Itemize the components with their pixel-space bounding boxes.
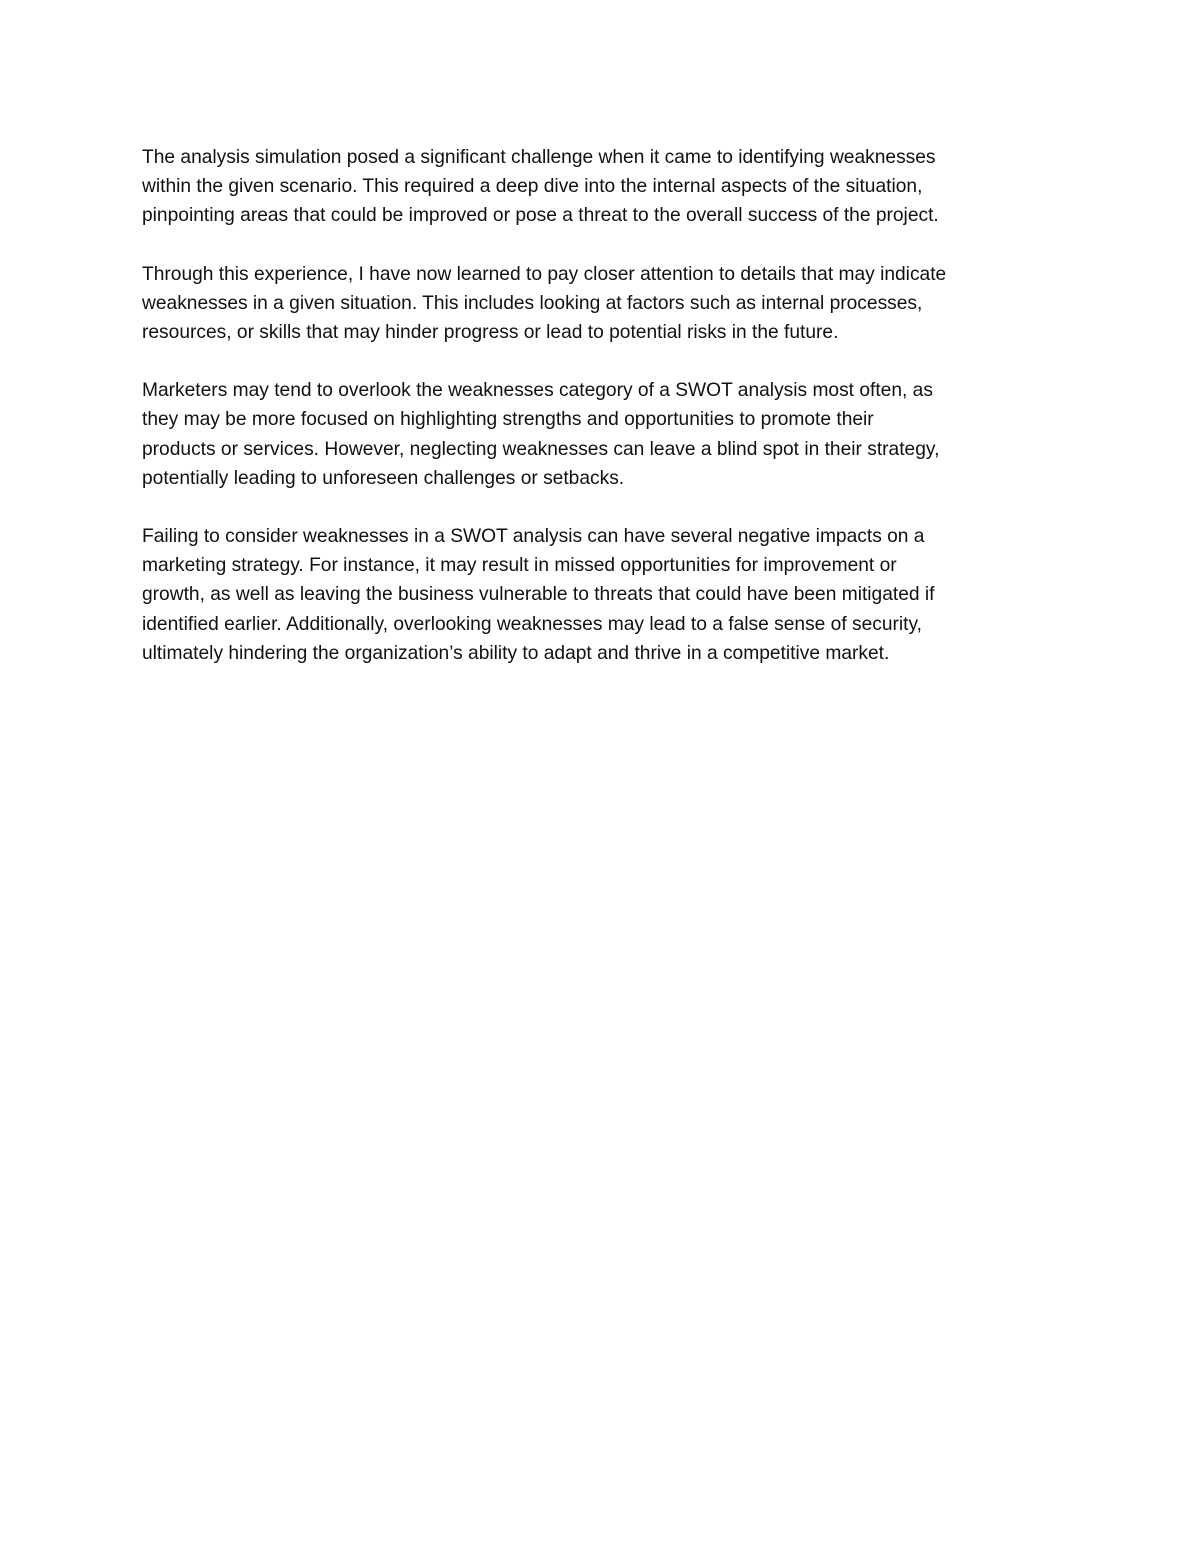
paragraph-line: potentially leading to unforeseen challenges or setbacks.: [142, 467, 625, 489]
paragraph-line: Marketers may tend to overlook the weaknesses category of a SWOT analysis most often, as: [142, 380, 933, 402]
paragraph-line: Failing to consider weaknesses in a SWOT analysis can have several negative impacts on a: [142, 526, 925, 548]
paragraph-line: marketing strategy. For instance, it may result in missed opportunities for improvement or: [142, 555, 897, 577]
paragraph-line: The analysis simulation posed a significant challenge when it came to identifying weaknesses: [142, 147, 936, 168]
paragraph-4: [142, 522, 1062, 668]
paragraph-line: growth, as well as leaving the business vulnerable to threats that could have been mitigated if: [142, 584, 935, 606]
paragraph-1: [142, 143, 1062, 231]
paragraph-line: weaknesses in a given situation. This includes looking at factors such as internal processes,: [142, 292, 923, 314]
paragraph-line: ultimately hindering the organization’s ability to adapt and thrive in a competitive market.: [142, 642, 890, 664]
paragraph-line: products or services. However, neglecting weaknesses can leave a blind spot in their strategy,: [142, 438, 940, 460]
document-body: [142, 143, 1062, 697]
paragraph-line: resources, or skills that may hinder progress or lead to potential risks in the future.: [142, 322, 839, 344]
paragraph-line: pinpointing areas that could be improved or pose a threat to the overall success of the project.: [142, 205, 939, 227]
paragraph-2: [142, 260, 1062, 348]
paragraph-line: identified earlier. Additionally, overlooking weaknesses may lead to a false sense of security,: [142, 613, 923, 635]
paragraph-line: they may be more focused on highlighting strengths and opportunities to promote their: [142, 409, 874, 431]
paragraph-line: Through this experience, I have now learned to pay closer attention to details that may indicate: [142, 263, 947, 285]
paragraph-3: [142, 376, 1062, 493]
paragraph-line: within the given scenario. This required a deep dive into the internal aspects of the situation,: [142, 176, 923, 198]
